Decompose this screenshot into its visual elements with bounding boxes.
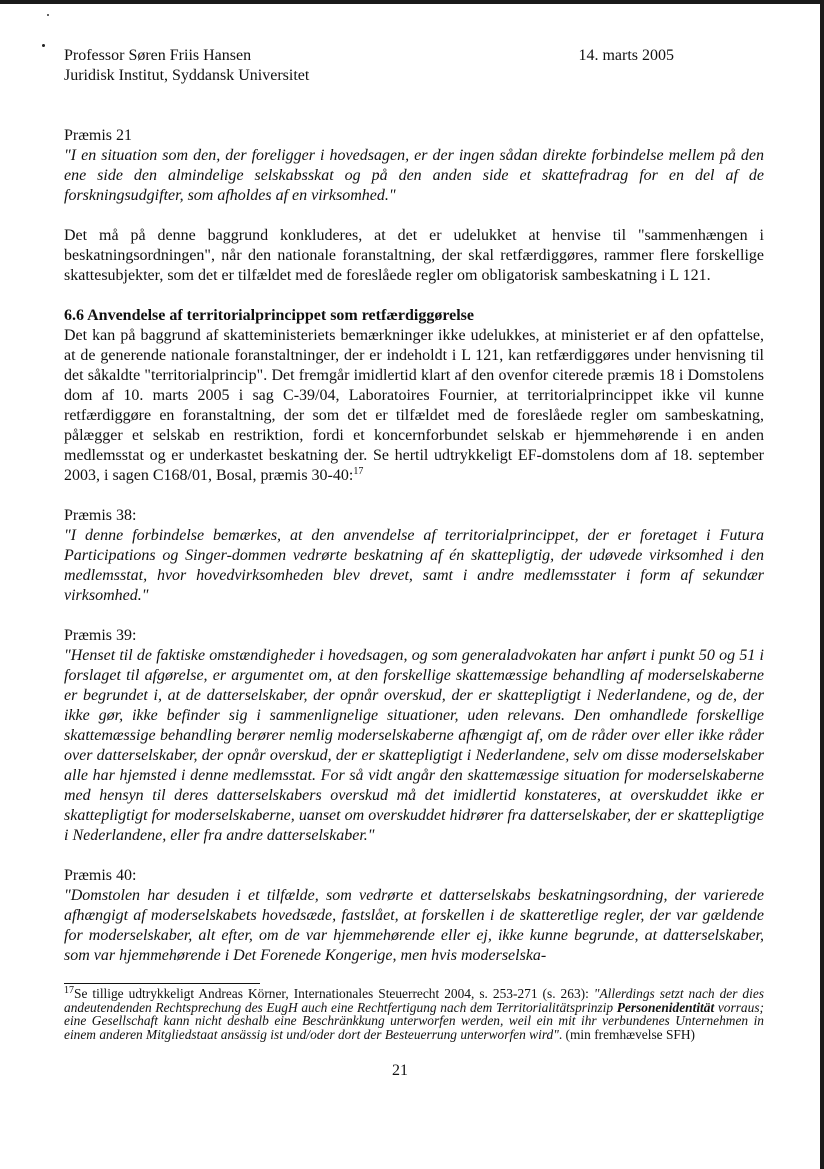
premis21-quote: "I en situation som den, der foreligger i hovedsagen, er der ingen sådan direkte forbindelse mellem på den ene side den almindelige selskabsskat og på den anden side et skattefradrag for en del af de forskningsudgifter, som afholdes af en virksomhed." — [64, 147, 764, 204]
footnote-lead: Se tillige udtrykkeligt Andreas Körner, Internationales Steuerrecht 2004, s. 253-271 (s. 263): — [74, 986, 594, 1001]
premis39-quote: "Henset til de faktiske omstændigheder i hovedsagen, og som generaladvokaten har anført i punkt 50 og 51 i forslaget til afgørelse, er argumentet om, at den forskellige skattemæssige behandling af moderselskaberne er begrundet i, at de datterselskaber, der opnår overskud, der er skattepligtigt i Nederlandene, og de, der ikke gør, ikke befinder sig i sammenlignelige situationer, uden relevans. Den omhandlede forskellige skattemæssige behandling berører nemlig moderselskaberne afhængigt af, om de råder over eller ikke råder over datterselskaber, der opnår overskud, der er skattepligtigt i Nederlandene, selv om disse moderselskaber alle har hjemsted i denne medlemsstat. For så vidt angår den skattemæssige situation for moderselskaberne med hensyn til deres datterselskabers overskud må det imidlertid konstateres, at overskuddet ikke er skattepligtigt for moderselskaberne, uanset om overskuddet hidrører fra datterselskaber, der er skattepligtige i Nederlandene, eller fra andre datterselskaber." — [64, 647, 764, 844]
header-date: 14. marts 2005 — [578, 47, 674, 64]
header-author: Professor Søren Friis Hansen — [64, 47, 252, 64]
footnote-number: 17 — [64, 985, 74, 996]
scan-border-right — [820, 0, 824, 1169]
premis21-label: Præmis 21 — [64, 127, 133, 144]
premis40-label: Præmis 40: — [64, 867, 137, 884]
footnote-quote-emphasis: Personenidentität — [616, 999, 715, 1015]
scan-speck — [47, 14, 49, 16]
page-body — [64, 126, 764, 966]
header-institution: Juridisk Institut, Syddansk Universitet — [64, 67, 310, 84]
section-heading: 6.6 Anvendelse af territorialprincippet som retfærdiggørelse — [64, 307, 474, 324]
footnote — [64, 987, 764, 1041]
section-paragraph — [64, 326, 764, 486]
footnote-tail: . (min fremhævelse SFH) — [558, 1026, 695, 1042]
footnote-quote-part1: "Allerdings setzt nach der dies andeutendenden Rechtsprechung des EugH auch eine Rechtfertigung nach dem Territorialitätsprinzip — [64, 986, 764, 1015]
scan-speck — [42, 44, 45, 47]
premis40-quote: "Domstolen har desuden i et tilfælde, som vedrørte et datterselskabs beskatningsordning, der varierede afhængigt af moderselskabets hovedsæde, fastslået, at forskellen i de skatteretlige regler, der var gældende for moderselskaber, alt efter, om de var hjemmehørende eller ej, ikke kunne begrunde, at datterselskaber, som var hjemmehørende i Det Forenede Kongerige, men hvis moderselska- — [64, 887, 764, 964]
page-number: 21 — [392, 1062, 408, 1079]
footnote-reference: 17 — [353, 466, 364, 477]
premis38-quote: "I denne forbindelse bemærkes, at den anvendelse af territorialprincippet, der er foretaget i Futura Participations og Singer-dommen vedrørte beskatning af én skattepligtig, der udøvede virksomhed i den medlemsstat, hvor hovedvirksomheden blev drevet, samt i andre medlemsstater i form af sekundær virksomhed." — [64, 527, 764, 604]
premis39-label: Præmis 39: — [64, 627, 137, 644]
premis38-label: Præmis 38: — [64, 507, 137, 524]
scan-border-top — [0, 0, 824, 4]
page-header — [64, 46, 764, 86]
section-text: Det kan på baggrund af skatteministeriets bemærkninger ikke udelukkes, at ministeriet er af den opfattelse, at de generende nationale foranstaltninger, der er indeholdt i L 121, kan retfærdiggøres under henvisning til det såkaldte "territorialprincip". Det fremgår imidlertid klart af den ovenfor citerede præmis 18 i Domstolens dom af 10. marts 2005 i sag C-39/04, Laboratoires Fournier, at territorialprincippet ikke vil kunne retfærdiggøre en foranstaltning, der som det er tilfældet med de foreslåede regler om sambeskatning, pålægger et selskab en restriktion, fordi et koncernforbundet selskab er hjemmehørende i en anden medlemsstat og er underkastet beskatning der. Se hertil udtrykkeligt EF-domstolens dom af 18. september 2003, i sagen C168/01, Bosal, præmis 30-40: — [64, 327, 764, 484]
footnote-quote-part2: vorraus; eine Gesellschaft kann nicht deshalb eine Beschränkkung unterworfen werden, weil ein mit ihr verbundenes Unternehmen in einem anderen Mitgliedstaat ansässig ist und/oder dort der Besteuerrung unterworfen wird" — [64, 999, 764, 1042]
footnote-separator — [64, 983, 260, 984]
conclusion-paragraph: Det må på denne baggrund konkluderes, at det er udelukket at henvise til "sammenhængen i beskatningsordningen", når den nationale foranstaltning, der skal retfærdiggøres, rammer flere forskellige skattesubjekter, som det er tilfældet med de foreslåede regler om obligatorisk sambeskatning i L 121. — [64, 227, 764, 284]
